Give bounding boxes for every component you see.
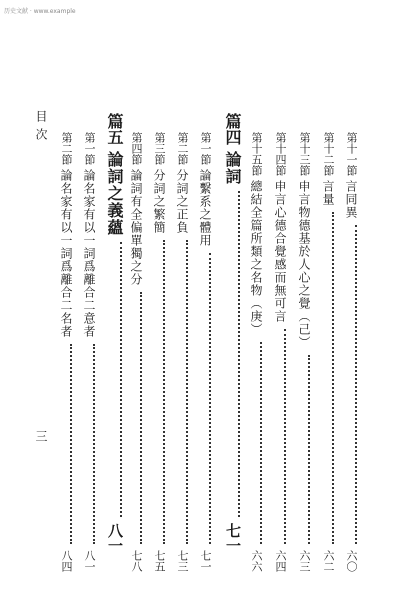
toc-section-label: 第十二節	[322, 132, 335, 176]
dot-leader	[260, 342, 262, 544]
dot-leader	[186, 240, 188, 544]
toc-page-number: 六三	[298, 550, 311, 572]
toc-entry-title: 言同異	[344, 180, 358, 219]
dot-leader	[70, 344, 72, 544]
toc-page-number: 八一	[106, 523, 124, 553]
toc-entry-title: 言量	[321, 180, 335, 206]
dot-leader	[140, 292, 142, 544]
toc-entry	[345, 132, 357, 572]
toc-chapter-title: 論詞	[223, 151, 242, 185]
toc-entry-title: 申言物德基於人心之覺（己）	[297, 180, 311, 349]
toc-section-label: 第一節	[83, 132, 96, 165]
toc-section-label: 第十四節	[274, 132, 287, 176]
dot-leader	[308, 355, 310, 544]
toc-page-number: 八四	[60, 550, 73, 572]
toc-entry	[176, 132, 188, 572]
toc-page-number: 六六	[250, 550, 263, 572]
toc-section-label: 第十五節	[250, 132, 263, 176]
toc-page-number: 七一	[224, 523, 242, 553]
toc-chapter-label: 篇四	[223, 113, 242, 145]
toc-entry	[130, 132, 142, 572]
dot-leader	[238, 191, 240, 517]
toc-entry-title: 分詞之正負	[175, 169, 189, 234]
toc-page-number: 七三	[176, 550, 189, 572]
toc-entry-title: 總結全篇所類之名物（庚）	[249, 180, 263, 336]
toc-entry	[298, 132, 310, 572]
toc-chapter	[224, 113, 240, 553]
toc-page-number: 七五	[153, 550, 166, 572]
toc-entry	[153, 132, 165, 572]
toc-section-label: 第二節	[60, 132, 73, 165]
toc-entry	[60, 132, 72, 572]
dot-leader	[209, 253, 211, 544]
toc-section-label: 第四節	[130, 132, 143, 165]
dot-leader	[163, 240, 165, 544]
toc-entry-title: 論名家有以一詞爲離合二意者	[82, 169, 96, 338]
toc-chapter	[106, 113, 122, 553]
toc-entry	[322, 132, 334, 572]
dot-leader	[120, 242, 122, 517]
toc-section-label: 第十一節	[345, 132, 358, 176]
dot-leader	[93, 344, 95, 544]
toc-chapter-label: 篇五	[105, 113, 124, 145]
watermark: 历史文献 · www.example	[4, 8, 76, 15]
toc-page-number: 六〇	[345, 550, 358, 572]
toc-entry-title: 論繫系之體用	[198, 169, 212, 247]
toc-chapter-title: 論詞之義蘊	[105, 151, 124, 236]
toc-entry	[199, 132, 211, 572]
toc-page-number: 六四	[274, 550, 287, 572]
toc-section-label: 第一節	[199, 132, 212, 165]
toc-section-label: 第二節	[176, 132, 189, 165]
toc-entry	[83, 132, 95, 572]
toc-entry-title: 分詞之繁簡	[152, 169, 166, 234]
running-title: 目次	[34, 110, 48, 146]
toc-page-number: 七一	[199, 550, 212, 572]
toc-page-number: 八一	[83, 550, 96, 572]
toc-section-label: 第三節	[153, 132, 166, 165]
dot-leader	[355, 225, 357, 544]
page-number: 三	[34, 430, 48, 442]
toc-page-number: 六二	[322, 550, 335, 572]
toc-section-label: 第十三節	[298, 132, 311, 176]
toc-entry-title: 論詞有全偏單獨之分	[129, 169, 143, 286]
toc-entry	[274, 132, 286, 572]
toc-entry-title: 申言心德合覺感而無可言	[273, 180, 287, 323]
toc-page-number: 七八	[130, 550, 143, 572]
toc-entry	[250, 132, 262, 572]
toc-entry-title: 論名家有以一詞爲離合二名者	[59, 169, 73, 338]
dot-leader	[284, 329, 286, 544]
dot-leader	[332, 212, 334, 544]
